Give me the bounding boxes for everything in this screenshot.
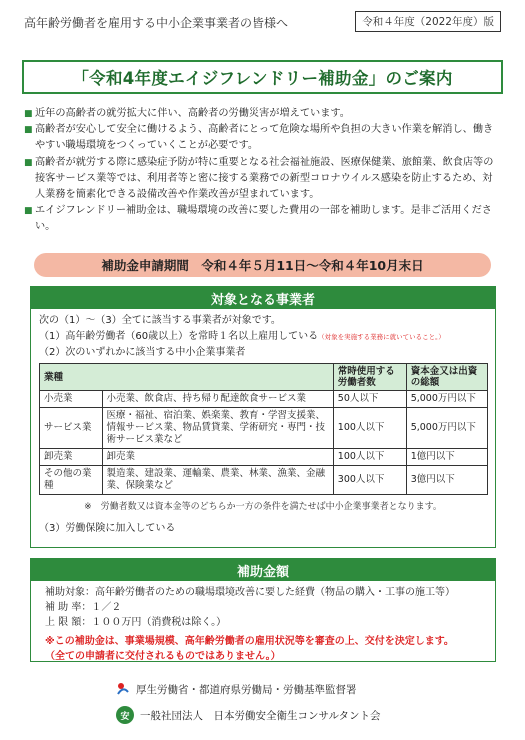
bullet-item: ■ 高齢者が就労する際に感染症予防が特に重要となる社会福祉施設、医療保健業、旅館業、飲食店等の接客サービス業等では、利用者等と密に接する業務での新型コロナウイルス感染を防止するため、対人業務を簡素化できる設備改善や作業改善が望まれています。 (24, 155, 496, 204)
col-capital: 資本金又は出資の総額 (406, 364, 487, 391)
bullet-item: ■ 近年の高齢者の就労拡大に伴い、高齢者の労働災害が増えています。 (24, 106, 496, 122)
application-period: 補助金申請期間 令和４年５月11日～令和４年10月末日 (34, 253, 491, 277)
business-table (39, 363, 488, 495)
subsidy-warning: ※この補助金は、事業場規模、高年齢労働者の雇用状況等を審査の上、交付を決定します。 （全ての申請者に交付されるものではありません。） (45, 636, 454, 662)
table-row: サービス業 医療・福祉、宿泊業、娯楽業、教育・学習支援業、情報サービス業、物品賃貸業、学術研究・専門・技術サービス業など 100人以下 5,000万円以下 (40, 408, 488, 449)
year-badge: 令和４年度（2022年度）版 (355, 11, 501, 32)
footer-org-consultant: 安 一般社団法人 日本労働安全衛生コンサルタント会 (116, 704, 381, 726)
square-bullet-icon: ■ (24, 109, 33, 119)
square-bullet-icon: ■ (24, 125, 33, 136)
col-industry: 業種 (40, 364, 334, 391)
header-topline: 高年齢労働者を雇用する中小企業事業者の皆様へ (24, 16, 289, 30)
table-row: 小売業 小売業、飲食店、持ち帰り配達飲食サービス業 50人以下 5,000万円以下 (40, 391, 488, 408)
col-workers: 常時使用する労働者数 (333, 364, 406, 391)
target-heading: 対象となる事業者 (31, 287, 495, 309)
bullet-item: ■ エイジフレンドリー補助金は、職場環境の改善に要した費用の一部を補助します。是非ご活用ください。 (24, 203, 496, 235)
footer (116, 678, 381, 730)
condition-2: （2）次のいずれかに該当する中小企業事業者 (39, 347, 246, 358)
target-intro: 次の（1）～（3）全てに該当する事業者が対象です。 (39, 315, 281, 326)
condition-1: （1）高年齢労働者（60歳以上）を常時１名以上雇用している（対象を実施する業務に就いていること。） (39, 331, 445, 342)
target-section (30, 286, 496, 548)
square-bullet-icon: ■ (24, 157, 33, 168)
square-bullet-icon: ■ (24, 206, 33, 217)
table-header-row (40, 364, 488, 391)
intro-bullets (24, 106, 496, 236)
condition-1-note: （対象を実施する業務に就いていること。） (318, 333, 445, 341)
table-note: ※ 労働者数又は資本金等のどちらか一方の条件を満たせば中小企業事業者となります。 (84, 502, 442, 512)
subsidy-heading: 補助金額 (31, 559, 495, 581)
footer-org-mhlw: 厚生労働省・都道府県労働局・労働基準監督署 (116, 678, 381, 700)
page-title: 「令和4年度エイジフレンドリー補助金」のご案内 (22, 60, 503, 94)
consultant-logo-icon: 安 (116, 706, 134, 724)
mhlw-logo-icon (116, 682, 130, 696)
subsidy-limit: 上 限 額：１００万円（消費税は除く。） (45, 617, 227, 628)
table-row: その他の業種 製造業、建設業、運輸業、農業、林業、漁業、金融業、保険業など 300人以下 3億円以下 (40, 466, 488, 495)
table-row: 卸売業 卸売業 100人以下 1億円以下 (40, 449, 488, 466)
bullet-item: ■ 高齢者が安心して安全に働けるよう、高齢者にとって危険な場所や負担の大きい作業を解消し、働きやすい職場環境をつくっていくことが必要です。 (24, 122, 496, 154)
condition-3: （3）労働保険に加入している (39, 523, 176, 534)
subsidy-section (30, 558, 496, 662)
subsidy-target: 補助対象：高年齢労働者のための職場環境改善に要した経費（物品の購入・工事の施工等） (45, 587, 455, 598)
subsidy-rate: 補 助 率：１／２ (45, 602, 122, 613)
